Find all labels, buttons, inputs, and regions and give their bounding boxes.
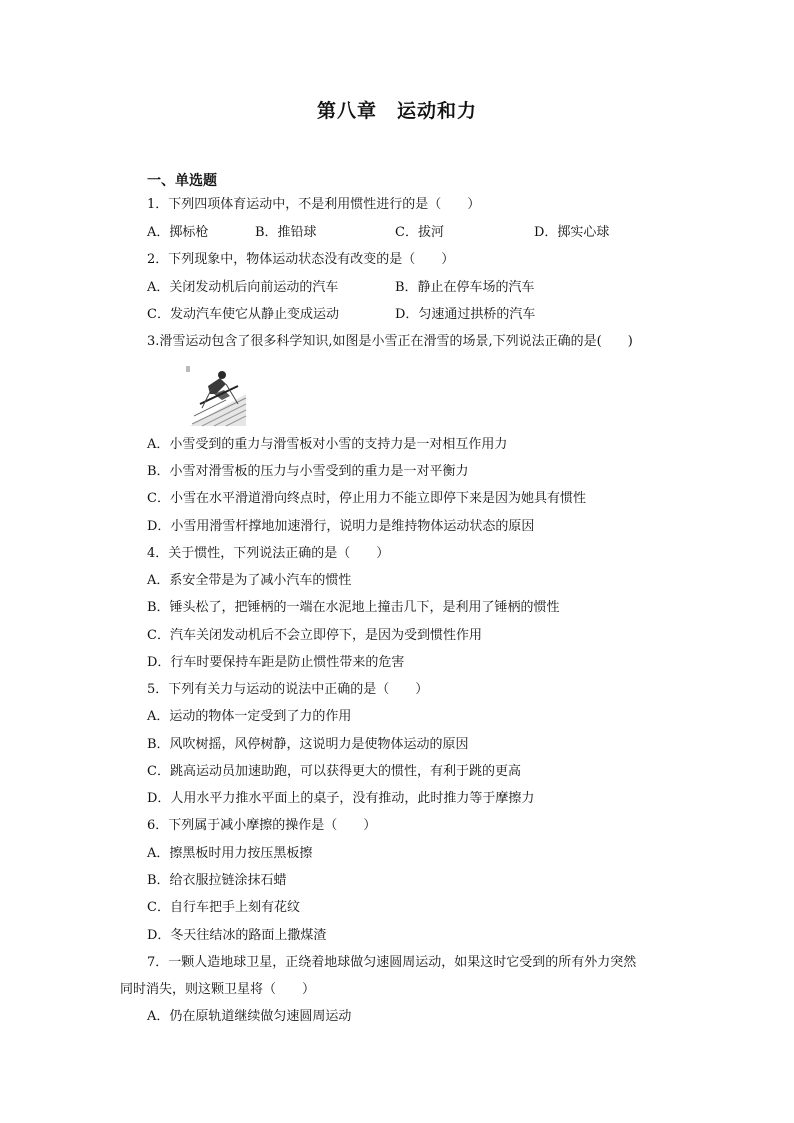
question-7-option-a: A．仍在原轨道继续做匀速圆周运动 — [147, 1009, 352, 1024]
question-4-option-c: C．汽车关闭发动机后不会立即停下，是因为受到惯性作用 — [147, 628, 482, 643]
question-2-option-b: B．静止在停车场的汽车 — [395, 280, 535, 295]
question-5-option-d: D．人用水平力推水平面上的桌子，没有推动，此时推力等于摩擦力 — [147, 791, 535, 806]
skier-illustration — [186, 364, 248, 428]
question-4-stem: 4．关于惯性，下列说法正确的是（ ） — [147, 546, 390, 561]
section-heading: 一、单选题 — [147, 173, 217, 189]
question-2-option-c: C．发动汽车使它从静止变成运动 — [147, 307, 339, 322]
question-5-option-c: C．跳高运动员加速助跑，可以获得更大的惯性，有利于跳的更高 — [147, 764, 521, 779]
question-3-option-a: A．小雪受到的重力与滑雪板对小雪的支持力是一对相互作用力 — [147, 437, 508, 452]
question-2-option-d: D．匀速通过拱桥的汽车 — [395, 307, 536, 322]
question-1-option-c: C．拔河 — [395, 225, 444, 240]
question-3-stem: 3.滑雪运动包含了很多科学知识,如图是小雪正在滑雪的场景,下列说法正确的是( ) — [147, 334, 633, 349]
question-6-option-b: B．给衣服拉链涂抹石蜡 — [147, 873, 287, 888]
question-1-option-a: A．掷标枪 — [147, 225, 209, 240]
question-7-stem-line-2: 同时消失，则这颗卫星将（ ） — [120, 982, 316, 997]
question-6-option-a: A．擦黑板时用力按压黑板擦 — [147, 846, 313, 861]
question-4-option-d: D．行车时要保持车距是防止惯性带来的危害 — [147, 655, 405, 670]
question-3-option-d: D．小雪用滑雪杆撑地加速滑行，说明力是维持物体运动状态的原因 — [147, 519, 535, 534]
page-title: 第八章 运动和力 — [316, 100, 477, 122]
question-1-option-b: B．推铅球 — [255, 225, 317, 240]
question-4-option-a: A．系安全带是为了减小汽车的惯性 — [147, 573, 352, 588]
question-1-option-d: D．掷实心球 — [534, 225, 610, 240]
question-2-option-a: A．关闭发动机后向前运动的汽车 — [147, 280, 339, 295]
question-5-option-a: A．运动的物体一定受到了力的作用 — [147, 709, 352, 724]
question-5-option-b: B．风吹树摇，风停树静，这说明力是使物体运动的原因 — [147, 737, 469, 752]
question-6-option-c: C．自行车把手上刻有花纹 — [147, 900, 300, 915]
question-1-stem: 1．下列四项体育运动中，不是利用惯性进行的是（ ） — [147, 197, 481, 212]
skiing-figure — [186, 364, 248, 428]
question-3-option-b: B．小雪对滑雪板的压力与小雪受到的重力是一对平衡力 — [147, 464, 469, 479]
question-4-option-b: B．锤头松了，把锤柄的一端在水泥地上撞击几下，是利用了锤柄的惯性 — [147, 600, 560, 615]
question-5-stem: 5．下列有关力与运动的说法中正确的是（ ） — [147, 682, 429, 697]
question-6-option-d: D．冬天往结冰的路面上撒煤渣 — [147, 928, 327, 943]
question-2-stem: 2．下列现象中，物体运动状态没有改变的是（ ） — [147, 252, 455, 267]
question-3-option-c: C．小雪在水平滑道滑向终点时，停止用力不能立即停下来是因为她具有惯性 — [147, 491, 586, 506]
question-7-stem-line-1: 7．一颗人造地球卫星，正绕着地球做匀速圆周运动，如果这时它受到的所有外力突然 — [147, 955, 637, 970]
question-6-stem: 6．下列属于减小摩擦的操作是（ ） — [147, 818, 377, 833]
